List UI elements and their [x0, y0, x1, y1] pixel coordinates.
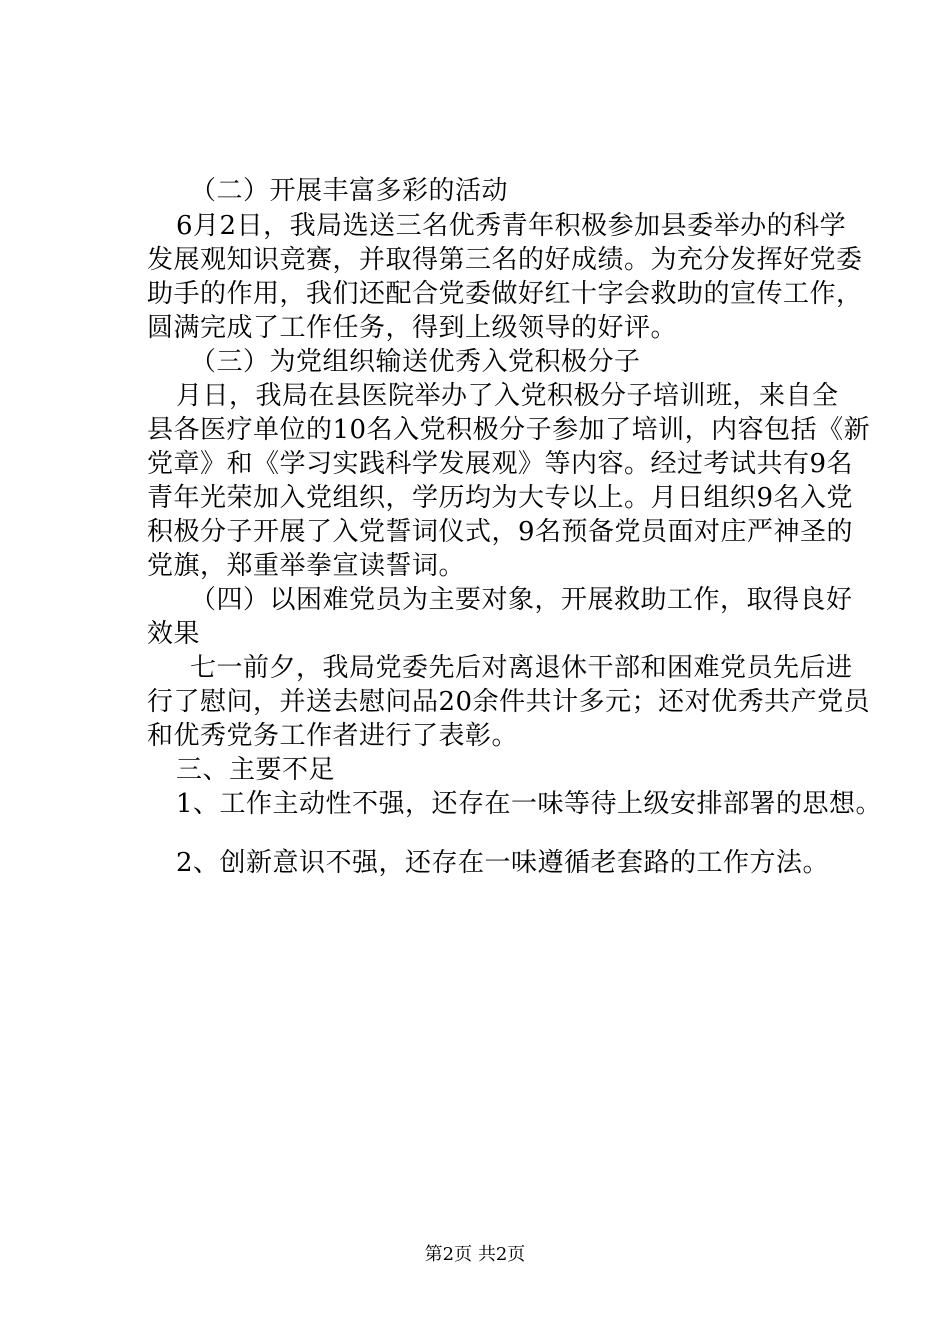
- paragraph-line: 党章》和《学习实践科学发展观》等内容。经过考试共有9名: [147, 449, 854, 479]
- paragraph-line: 党旗，郑重举拳宣读誓词。: [147, 551, 466, 581]
- paragraph-line: 圆满完成了工作任务，得到上级领导的好评。: [147, 313, 678, 343]
- paragraph-line: 月日，我局在县医院举办了入党积极分子培训班，来自全: [176, 381, 839, 411]
- section-heading-main-3: 三、主要不足: [176, 755, 336, 785]
- paragraph-line: 青年光荣加入党组织，学历均为大专以上。月日组织9名入党: [147, 483, 854, 513]
- paragraph-line: 发展观知识竞赛，并取得第三名的好成绩。为充分发挥好党委: [147, 245, 863, 275]
- section-heading-4: （四）以困难党员为主要对象，开展救助工作，取得良好: [190, 585, 853, 615]
- paragraph-line: 七一前夕，我局党委先后对离退休干部和困难党员先后进: [190, 653, 853, 683]
- paragraph-line: 助手的作用，我们还配合党委做好红十字会救助的宣传工作，: [147, 279, 863, 309]
- section-heading-2: （二）开展丰富多彩的活动: [190, 176, 509, 206]
- paragraph-line: 和优秀党务工作者进行了表彰。: [147, 721, 519, 751]
- paragraph-line: 效果: [147, 619, 201, 649]
- paragraph-line: 6月2日，我局选送三名优秀青年积极参加县委举办的科学: [176, 211, 847, 241]
- paragraph-line: 行了慰问，并送去慰问品20余件共计多元；还对优秀共产党员: [147, 687, 871, 717]
- paragraph-line: 县各医疗单位的10名入党积极分子参加了培训，内容包括《新: [147, 415, 871, 445]
- list-item: 1、工作主动性不强，还存在一味等待上级安排部署的思想。: [176, 789, 883, 819]
- section-heading-3: （三）为党组织输送优秀入党积极分子: [190, 347, 641, 377]
- paragraph-line: 积极分子开展了入党誓词仪式，9名预备党员面对庄严神圣的: [147, 517, 854, 547]
- list-item: 2、创新意识不强，还存在一味遵循老套路的工作方法。: [176, 848, 830, 878]
- page-footer: 第2页 共2页: [424, 1244, 526, 1265]
